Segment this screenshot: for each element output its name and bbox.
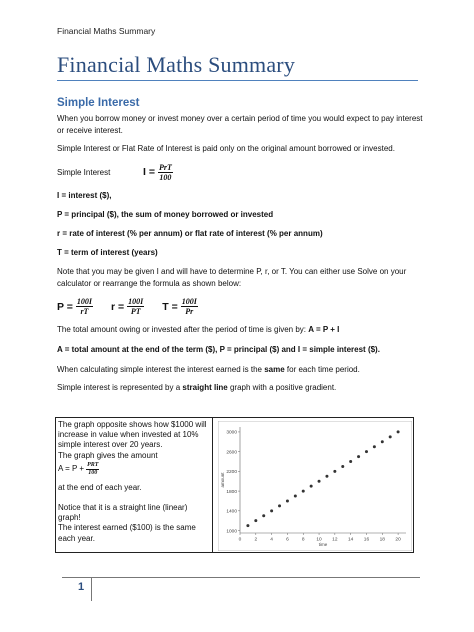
y-tick-label: 3000 [226,430,237,436]
data-point [397,430,400,433]
formula-r-numerator: 100I [128,297,144,306]
x-tick-label: 2 [254,537,258,543]
x-tick-label: 20 [395,537,401,543]
formula-p [57,297,93,316]
x-tick-label: 0 [238,537,242,543]
x-axis-label: time [318,542,328,547]
x-tick-label: 6 [286,537,289,543]
data-point [349,460,352,463]
straight-line-text-c: graph with a positive gradient. [227,383,337,392]
data-point [325,475,328,478]
total-amount-text: The total amount owing or invested after the period of time is given by: [57,325,307,334]
running-header: Financial Maths Summary [57,26,156,36]
data-point [246,524,249,527]
formula-t-fraction [181,297,198,316]
x-tick-label: 16 [363,537,370,543]
y-axis-label: amount [220,472,225,488]
data-point [357,455,360,458]
data-point [318,480,321,483]
example-formula-numerator: PRT [87,461,99,468]
formula-label: Simple Interest [57,167,111,177]
rearranged-formulas [57,297,198,316]
total-amount-formula: A = P + I [308,325,340,334]
formula-t-denominator: Pr [185,307,194,316]
data-point [373,445,376,448]
y-tick-label: 1000 [226,529,237,535]
data-point [310,485,313,488]
x-tick-label: 12 [332,537,338,543]
y-tick-label: 1800 [226,489,237,495]
straight-line-emphasis: straight line [182,383,228,392]
y-tick-label: 1400 [226,509,237,515]
example-gives: The graph gives the amount [58,450,158,460]
example-formula-denominator: 100 [88,469,98,476]
formula-t [162,297,198,316]
footer-rule [62,577,420,578]
definition-r: r = rate of interest (% per annum) or flat rate of interest (% per annum) [57,229,323,238]
total-amount-paragraph [57,324,427,336]
definition-paragraph: Simple Interest or Flat Rate of Interest is paid only on the original amount borrowed or invested. [57,144,395,153]
simple-interest-formula-row [57,163,427,182]
data-point [302,490,305,493]
example-box-divider [212,417,213,553]
data-point [294,495,297,498]
data-point [365,450,368,453]
straight-line-text-a: Simple interest is represented by a [57,383,183,392]
data-point [333,470,336,473]
simple-interest-formula [143,163,173,182]
title-divider [57,80,418,81]
example-formula-lhs: A = P + [58,464,85,474]
formula-t-lhs: T = [162,300,178,313]
formula-r-fraction [127,297,144,316]
data-point [262,514,265,517]
formula-p-fraction [76,297,93,316]
rearrange-paragraph: Note that you may be given I and will have to determine P, r, or T. You can either use Solve on your calculator or rearrange the formula as shown below: [57,267,407,288]
x-tick-label: 14 [347,537,354,543]
formula-lhs: I = [143,165,155,178]
y-tick-label: 2200 [226,470,237,476]
same-interest-text-c: for each time period. [284,365,360,374]
example-end-of-year: at the end of each year. [58,482,142,492]
formula-p-lhs: P = [57,300,73,313]
data-point [270,509,273,512]
simple-interest-chart [218,421,412,551]
intro-paragraph: When you borrow money or invest money over a certain period of time you would expect to pay interest or receive interest. [57,114,423,135]
data-point [381,440,384,443]
formula-numerator: PrT [158,163,172,172]
formula-r [111,297,144,316]
page-number: 1 [78,581,85,593]
formula-denominator: 100 [159,173,172,182]
y-tick-label: 2600 [226,450,237,456]
formula-p-numerator: 100I [76,297,92,306]
x-tick-label: 18 [379,537,385,543]
example-text [58,420,210,544]
formula-r-lhs: r = [111,300,125,313]
data-point [341,465,344,468]
formula-r-denominator: PT [130,307,141,316]
formula-t-numerator: 100I [181,297,197,306]
x-tick-label: 10 [316,537,322,543]
x-tick-label: 4 [270,537,273,543]
data-point [389,435,392,438]
straight-line-paragraph [57,382,427,394]
formula-fraction [158,163,173,182]
example-formula [58,462,210,477]
example-interest-note: The interest earned ($100) is the same each year. [58,523,196,543]
definition-p: P = principal ($), the sum of money borrowed or invested [57,210,274,219]
data-point [278,504,281,507]
example-linear-note: Notice that it is a straight line (linear) graph! [58,503,188,523]
example-formula-fraction [86,462,99,477]
footer-divider [91,577,92,601]
same-interest-paragraph [57,364,427,376]
same-interest-emphasis: same [264,365,285,374]
section-heading: Simple Interest [57,97,140,109]
same-interest-text-a: When calculating simple interest the interest earned is the [57,365,265,374]
example-intro: The graph opposite shows how $1000 will increase in value when invested at 10% simple interest over 20 years. [58,420,207,450]
definition-i: I = interest ($), [57,191,112,200]
x-tick-label: 8 [301,537,305,543]
page-title: Financial Maths Summary [57,52,296,77]
data-point [286,499,289,502]
total-amount-definitions: A = total amount at the end of the term ($), P = principal ($) and I = simple interest ($). [57,345,380,354]
formula-p-denominator: rT [80,307,89,316]
definition-t: T = term of interest (years) [57,248,158,257]
data-point [254,519,257,522]
